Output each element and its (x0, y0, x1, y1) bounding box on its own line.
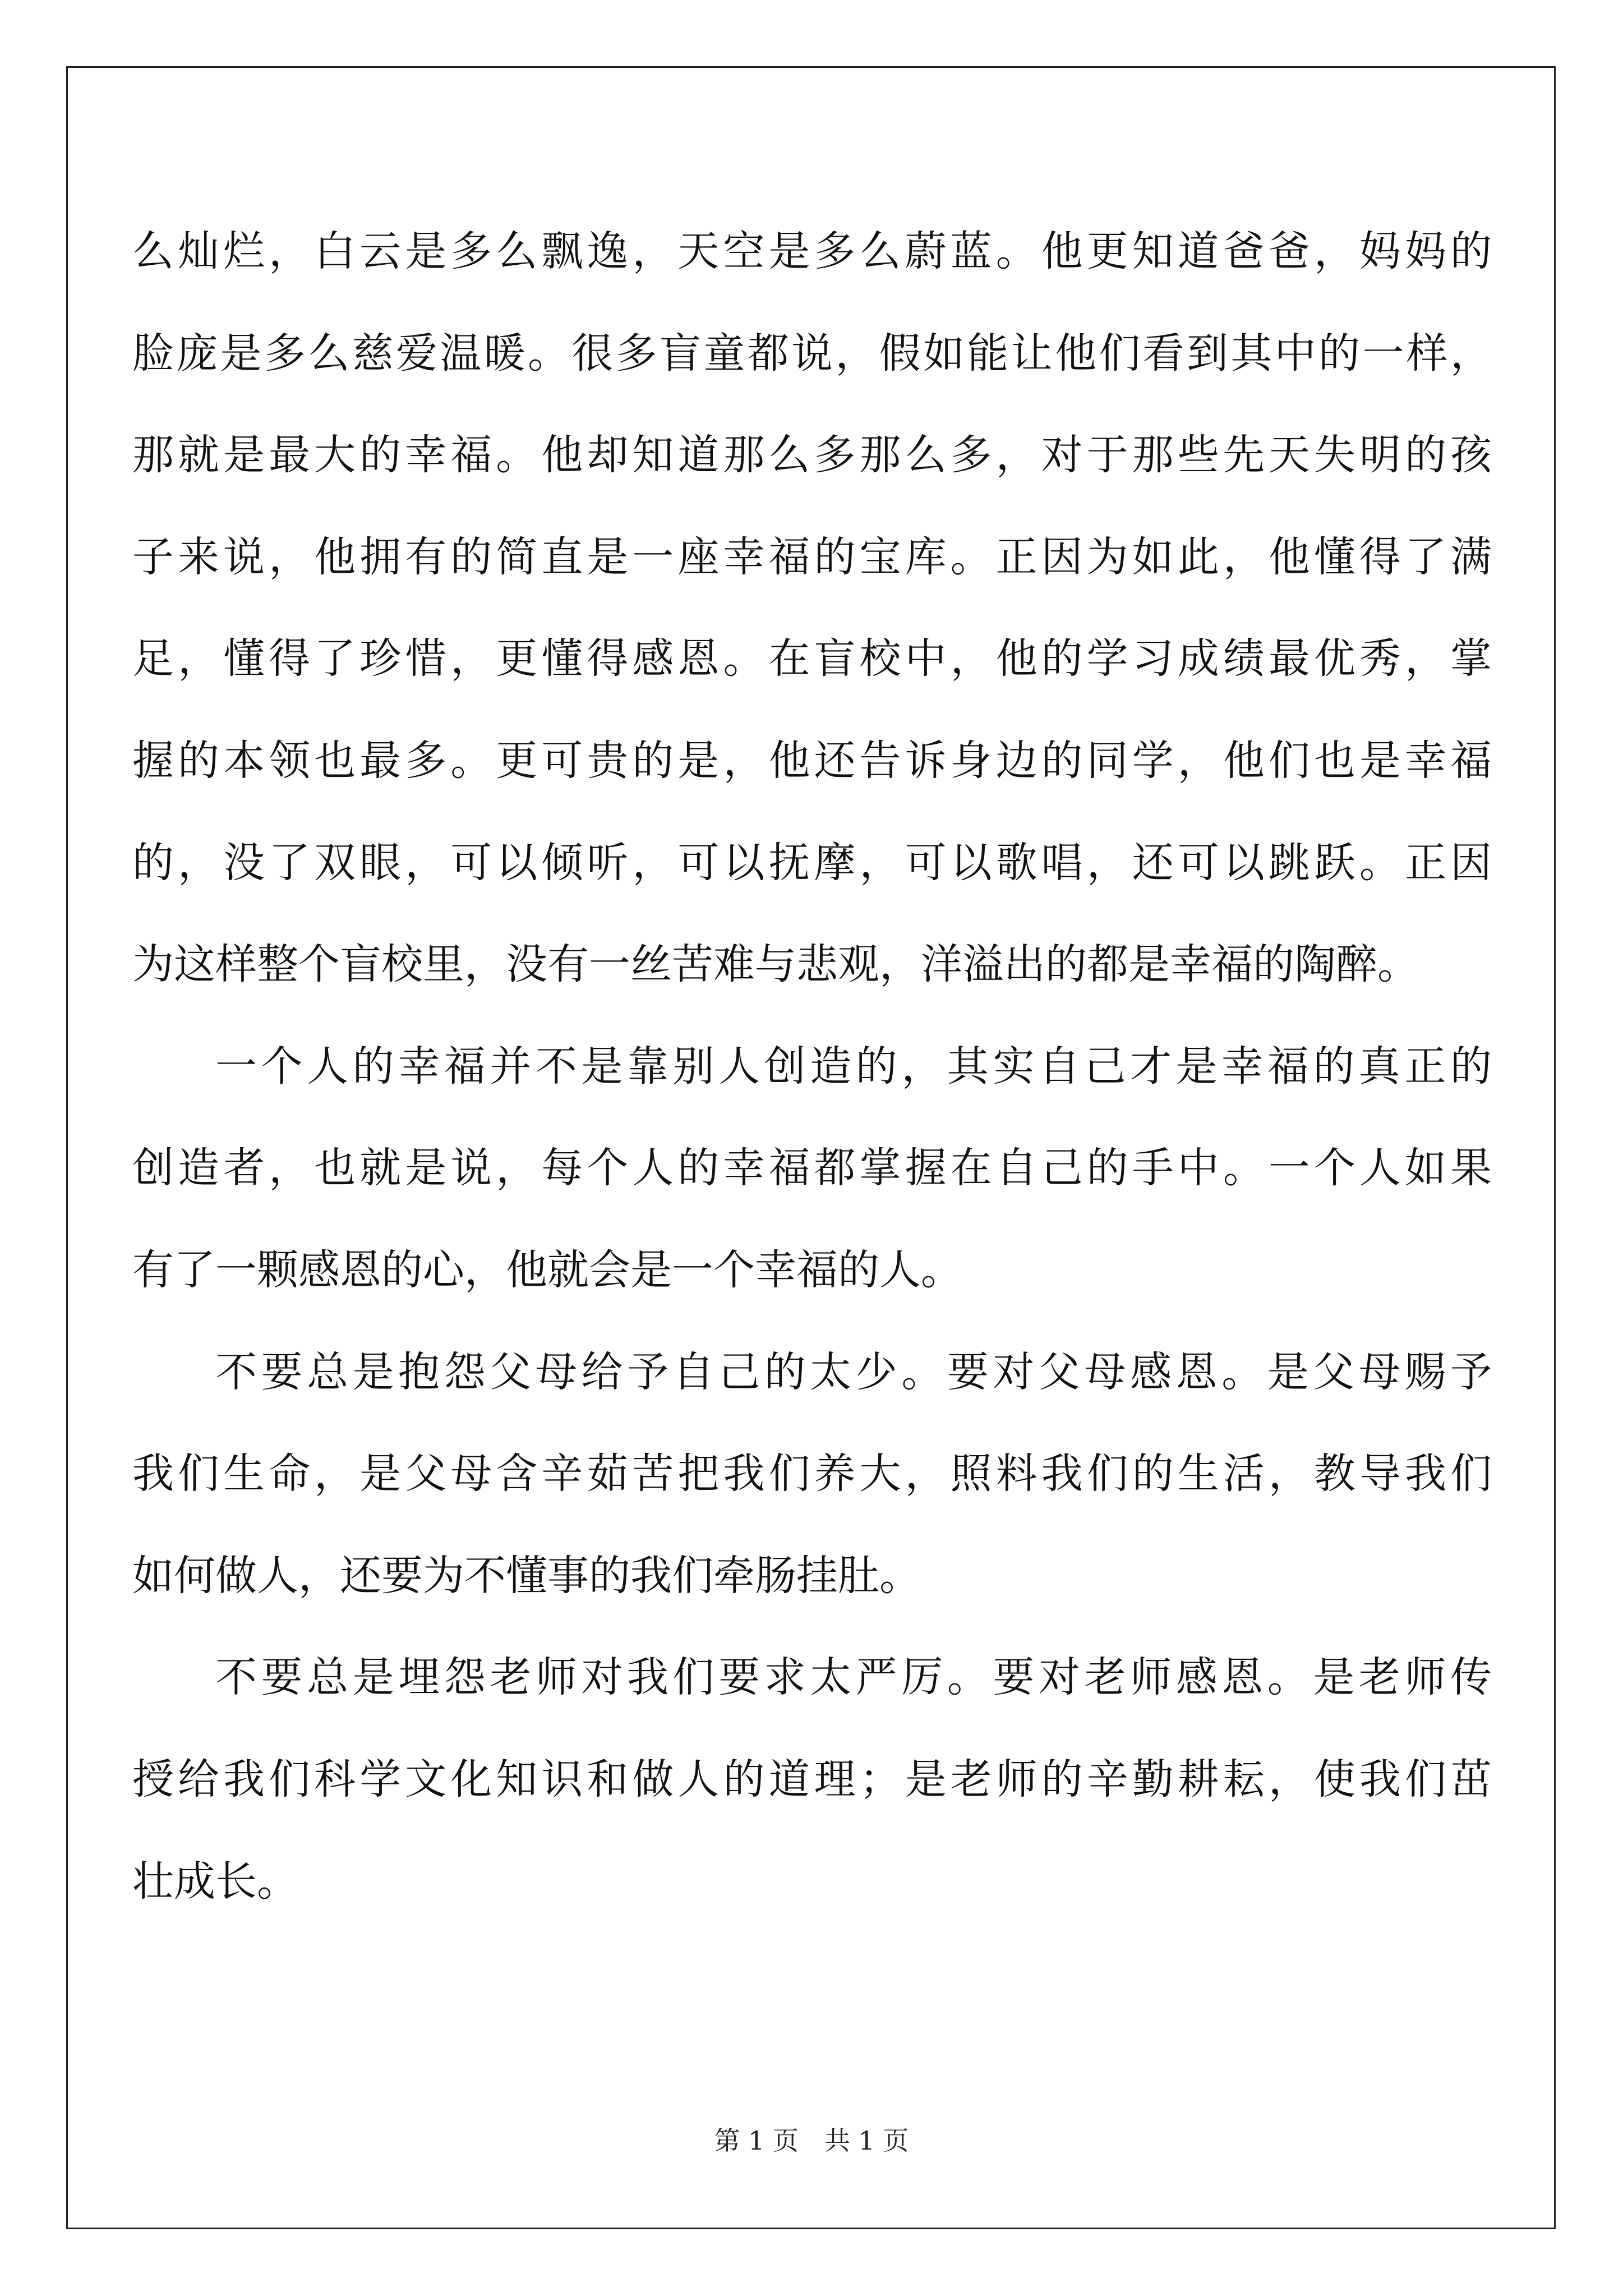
text-line: 一个人的幸福并不是靠别人创造的，其实自己才是幸福的真正的 (215, 1042, 1492, 1091)
page-footer (0, 2121, 1623, 2160)
text-line: 创造者，也就是说，每个人的幸福都掌握在自己的手中。一个人如果 (132, 1144, 1492, 1192)
text-line: 足，懂得了珍惜，更懂得感恩。在盲校中，他的学习成绩最优秀，掌 (132, 634, 1492, 683)
text-line: 的，没了双眼，可以倾听，可以抚摩，可以歌唱，还可以跳跃。正因 (132, 839, 1492, 887)
text-line: 么灿烂，白云是多么飘逸，天空是多么蔚蓝。他更知道爸爸，妈妈的 (132, 227, 1492, 275)
text-line: 不要总是埋怨老师对我们要求太严厉。要对老师感恩。是老师传 (215, 1653, 1492, 1701)
text-line: 握的本领也最多。更可贵的是，他还告诉身边的同学，他们也是幸福 (132, 737, 1492, 785)
text-line: 有了一颗感恩的心，他就会是一个幸福的人。 (132, 1246, 962, 1294)
text-line: 那就是最大的幸福。他却知道那么多那么多，对于那些先天失明的孩 (132, 431, 1492, 479)
text-line: 我们生命，是父母含辛茹苦把我们养大，照料我们的生活，教导我们 (132, 1450, 1492, 1498)
text-line: 如何做人，还要为不懂事的我们牵肠挂肚。 (132, 1552, 921, 1600)
page-number-label: 第 1 页 共 1 页 (714, 2125, 909, 2156)
text-line: 脸庞是多么慈爱温暖。很多盲童都说，假如能让他们看到其中的一样， (132, 329, 1492, 378)
text-line: 壮成长。 (132, 1857, 298, 1906)
text-line: 不要总是抱怨父母给予自己的太少。要对父母感恩。是父母赐予 (215, 1348, 1492, 1396)
text-line: 子来说，他拥有的简直是一座幸福的宝库。正因为如此，他懂得了满 (132, 533, 1492, 581)
text-line: 授给我们科学文化知识和做人的道理；是老师的辛勤耕耘，使我们茁 (132, 1755, 1492, 1803)
text-line: 为这样整个盲校里，没有一丝苦难与悲观，洋溢出的都是幸福的陶醉。 (132, 940, 1419, 988)
